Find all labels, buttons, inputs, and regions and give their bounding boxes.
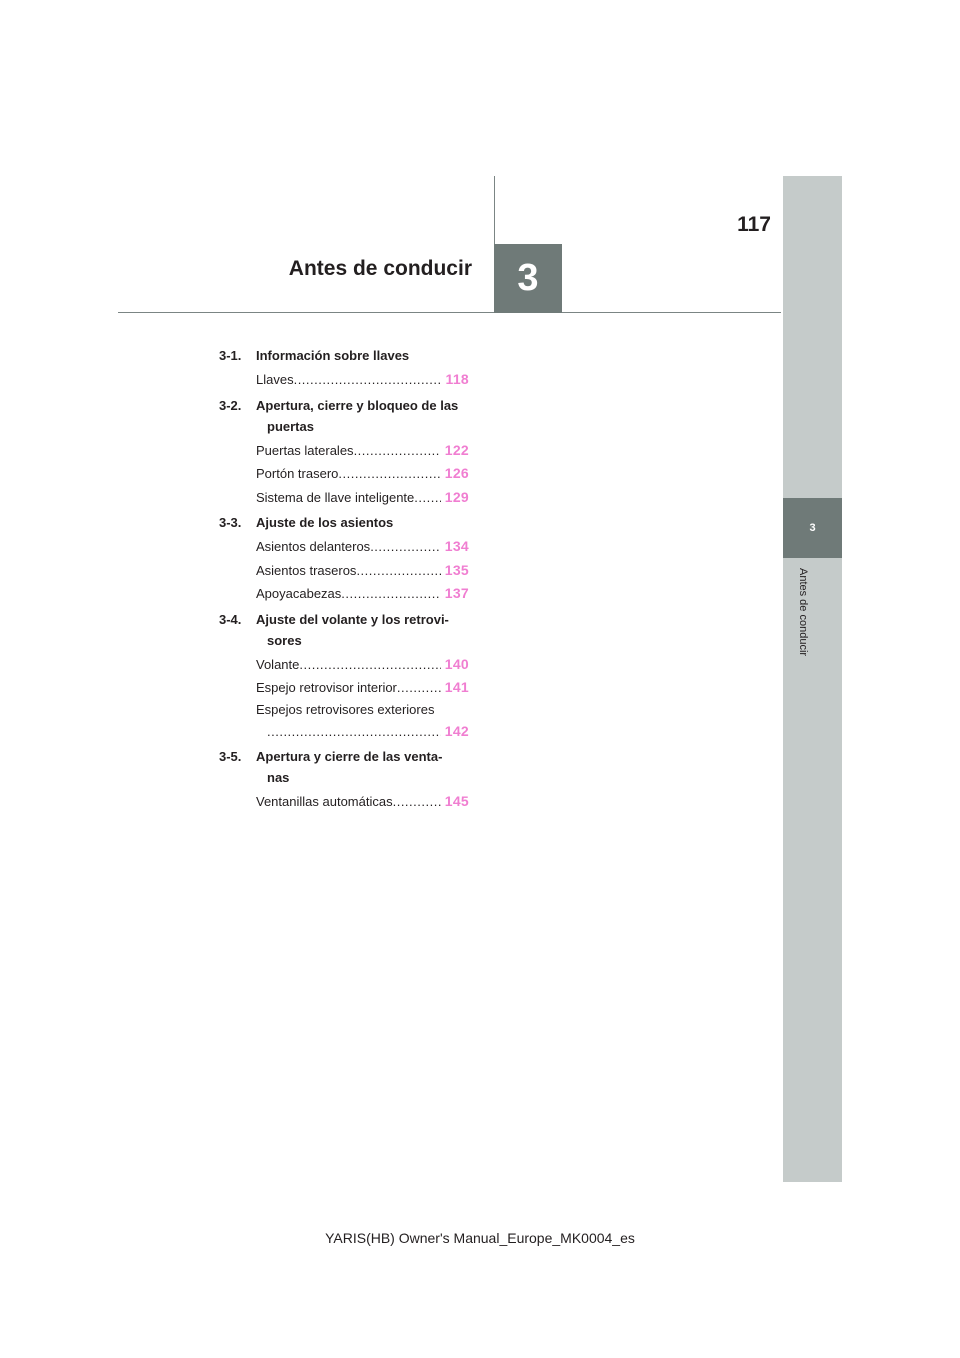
toc-section-heading[interactable] bbox=[219, 345, 469, 366]
toc-section-heading[interactable] bbox=[219, 746, 469, 788]
side-chapter-label bbox=[795, 568, 809, 688]
toc-section-title: Ajuste de los asientos bbox=[256, 515, 394, 530]
toc-leader-dots bbox=[397, 676, 441, 700]
chapter-number-box: 3 bbox=[494, 244, 562, 313]
toc-section-title: sores bbox=[267, 632, 302, 648]
toc-entry-title: Llaves bbox=[256, 372, 294, 387]
toc-entry-title[interactable]: Espejos retrovisores exteriores bbox=[256, 701, 435, 717]
toc-entry[interactable] bbox=[219, 439, 469, 463]
header-divider-vertical bbox=[494, 176, 495, 246]
footer-manual-id: YARIS(HB) Owner's Manual_Europe_MK0004_es bbox=[325, 1230, 635, 1246]
toc-section-title: nas bbox=[267, 770, 290, 785]
toc-entry-title: Portón trasero bbox=[256, 466, 339, 481]
toc-entry[interactable] bbox=[219, 790, 469, 814]
toc-section-title: Información sobre llaves bbox=[256, 348, 410, 363]
toc-entry[interactable] bbox=[219, 653, 469, 677]
toc-leader-dots bbox=[393, 790, 441, 814]
toc-page-link[interactable]: 145 bbox=[444, 793, 469, 809]
toc-entry-title: Ventanillas automáticas bbox=[256, 794, 393, 809]
table-of-contents bbox=[219, 345, 469, 814]
chapter-title: Antes de conducir bbox=[288, 257, 472, 280]
toc-page-link[interactable]: 134 bbox=[444, 538, 469, 554]
chapter-side-tab[interactable]: 3 bbox=[783, 498, 842, 558]
toc-entry[interactable] bbox=[219, 486, 469, 510]
side-chapter-label-text: Antes de conducir bbox=[797, 568, 809, 657]
toc-section-title: Apertura, cierre y bloqueo de las bbox=[256, 397, 459, 413]
side-margin-strip bbox=[783, 176, 842, 1182]
page-number: 117 bbox=[737, 213, 771, 236]
toc-entry-title: Asientos traseros bbox=[256, 562, 357, 578]
header-rule bbox=[118, 312, 781, 313]
toc-section-number: 3-5. bbox=[219, 749, 242, 764]
toc-entry[interactable] bbox=[219, 559, 469, 583]
toc-page-link[interactable]: 135 bbox=[444, 561, 469, 578]
toc-entry[interactable] bbox=[219, 368, 469, 392]
toc-section-heading[interactable] bbox=[219, 609, 469, 651]
toc-page-link[interactable]: 142 bbox=[444, 722, 469, 739]
toc-leader-dots bbox=[341, 582, 440, 606]
toc-page-link[interactable]: 118 bbox=[445, 371, 469, 387]
toc-section-number: 3-1. bbox=[219, 348, 242, 363]
toc-leader-dots bbox=[356, 559, 440, 583]
toc-leader-dots bbox=[370, 535, 441, 559]
toc-entry-title: Asientos delanteros bbox=[256, 539, 371, 554]
toc-page-link[interactable]: 129 bbox=[444, 488, 469, 505]
toc-leader-dots bbox=[354, 439, 441, 463]
toc-entry[interactable] bbox=[219, 720, 469, 744]
toc-entry-title: Espejo retrovisor interior bbox=[256, 680, 397, 695]
toc-page-link[interactable]: 141 bbox=[444, 679, 469, 695]
toc-section-title: puertas bbox=[267, 418, 314, 434]
toc-section-heading[interactable] bbox=[219, 395, 469, 437]
toc-leader-dots bbox=[267, 720, 441, 744]
toc-section-title: Apertura y cierre de las venta- bbox=[256, 749, 443, 764]
toc-section-heading[interactable] bbox=[219, 512, 469, 533]
toc-entry[interactable] bbox=[219, 676, 469, 700]
toc-page-link[interactable]: 137 bbox=[444, 585, 469, 601]
toc-leader-dots bbox=[299, 653, 440, 677]
toc-leader-dots bbox=[338, 462, 440, 486]
toc-page-link[interactable]: 122 bbox=[444, 441, 469, 458]
toc-entry-title: Sistema de llave inteligente bbox=[256, 489, 415, 505]
toc-leader-dots bbox=[414, 486, 440, 510]
toc-section-number: 3-3. bbox=[219, 515, 242, 530]
toc-entry-title: Puertas laterales bbox=[256, 442, 354, 458]
toc-page-link[interactable]: 140 bbox=[444, 655, 469, 672]
toc-entry[interactable] bbox=[219, 462, 469, 486]
toc-leader-dots bbox=[294, 368, 442, 392]
toc-entry-title: Volante bbox=[256, 656, 300, 672]
toc-section-number: 3-4. bbox=[219, 611, 242, 627]
toc-section-title: Ajuste del volante y los retrovi- bbox=[256, 611, 449, 627]
toc-page-link[interactable]: 126 bbox=[444, 465, 469, 481]
toc-entry-title: Apoyacabezas bbox=[256, 586, 342, 601]
toc-entry[interactable] bbox=[219, 535, 469, 559]
toc-section-number: 3-2. bbox=[219, 397, 242, 413]
toc-entry[interactable] bbox=[219, 582, 469, 606]
